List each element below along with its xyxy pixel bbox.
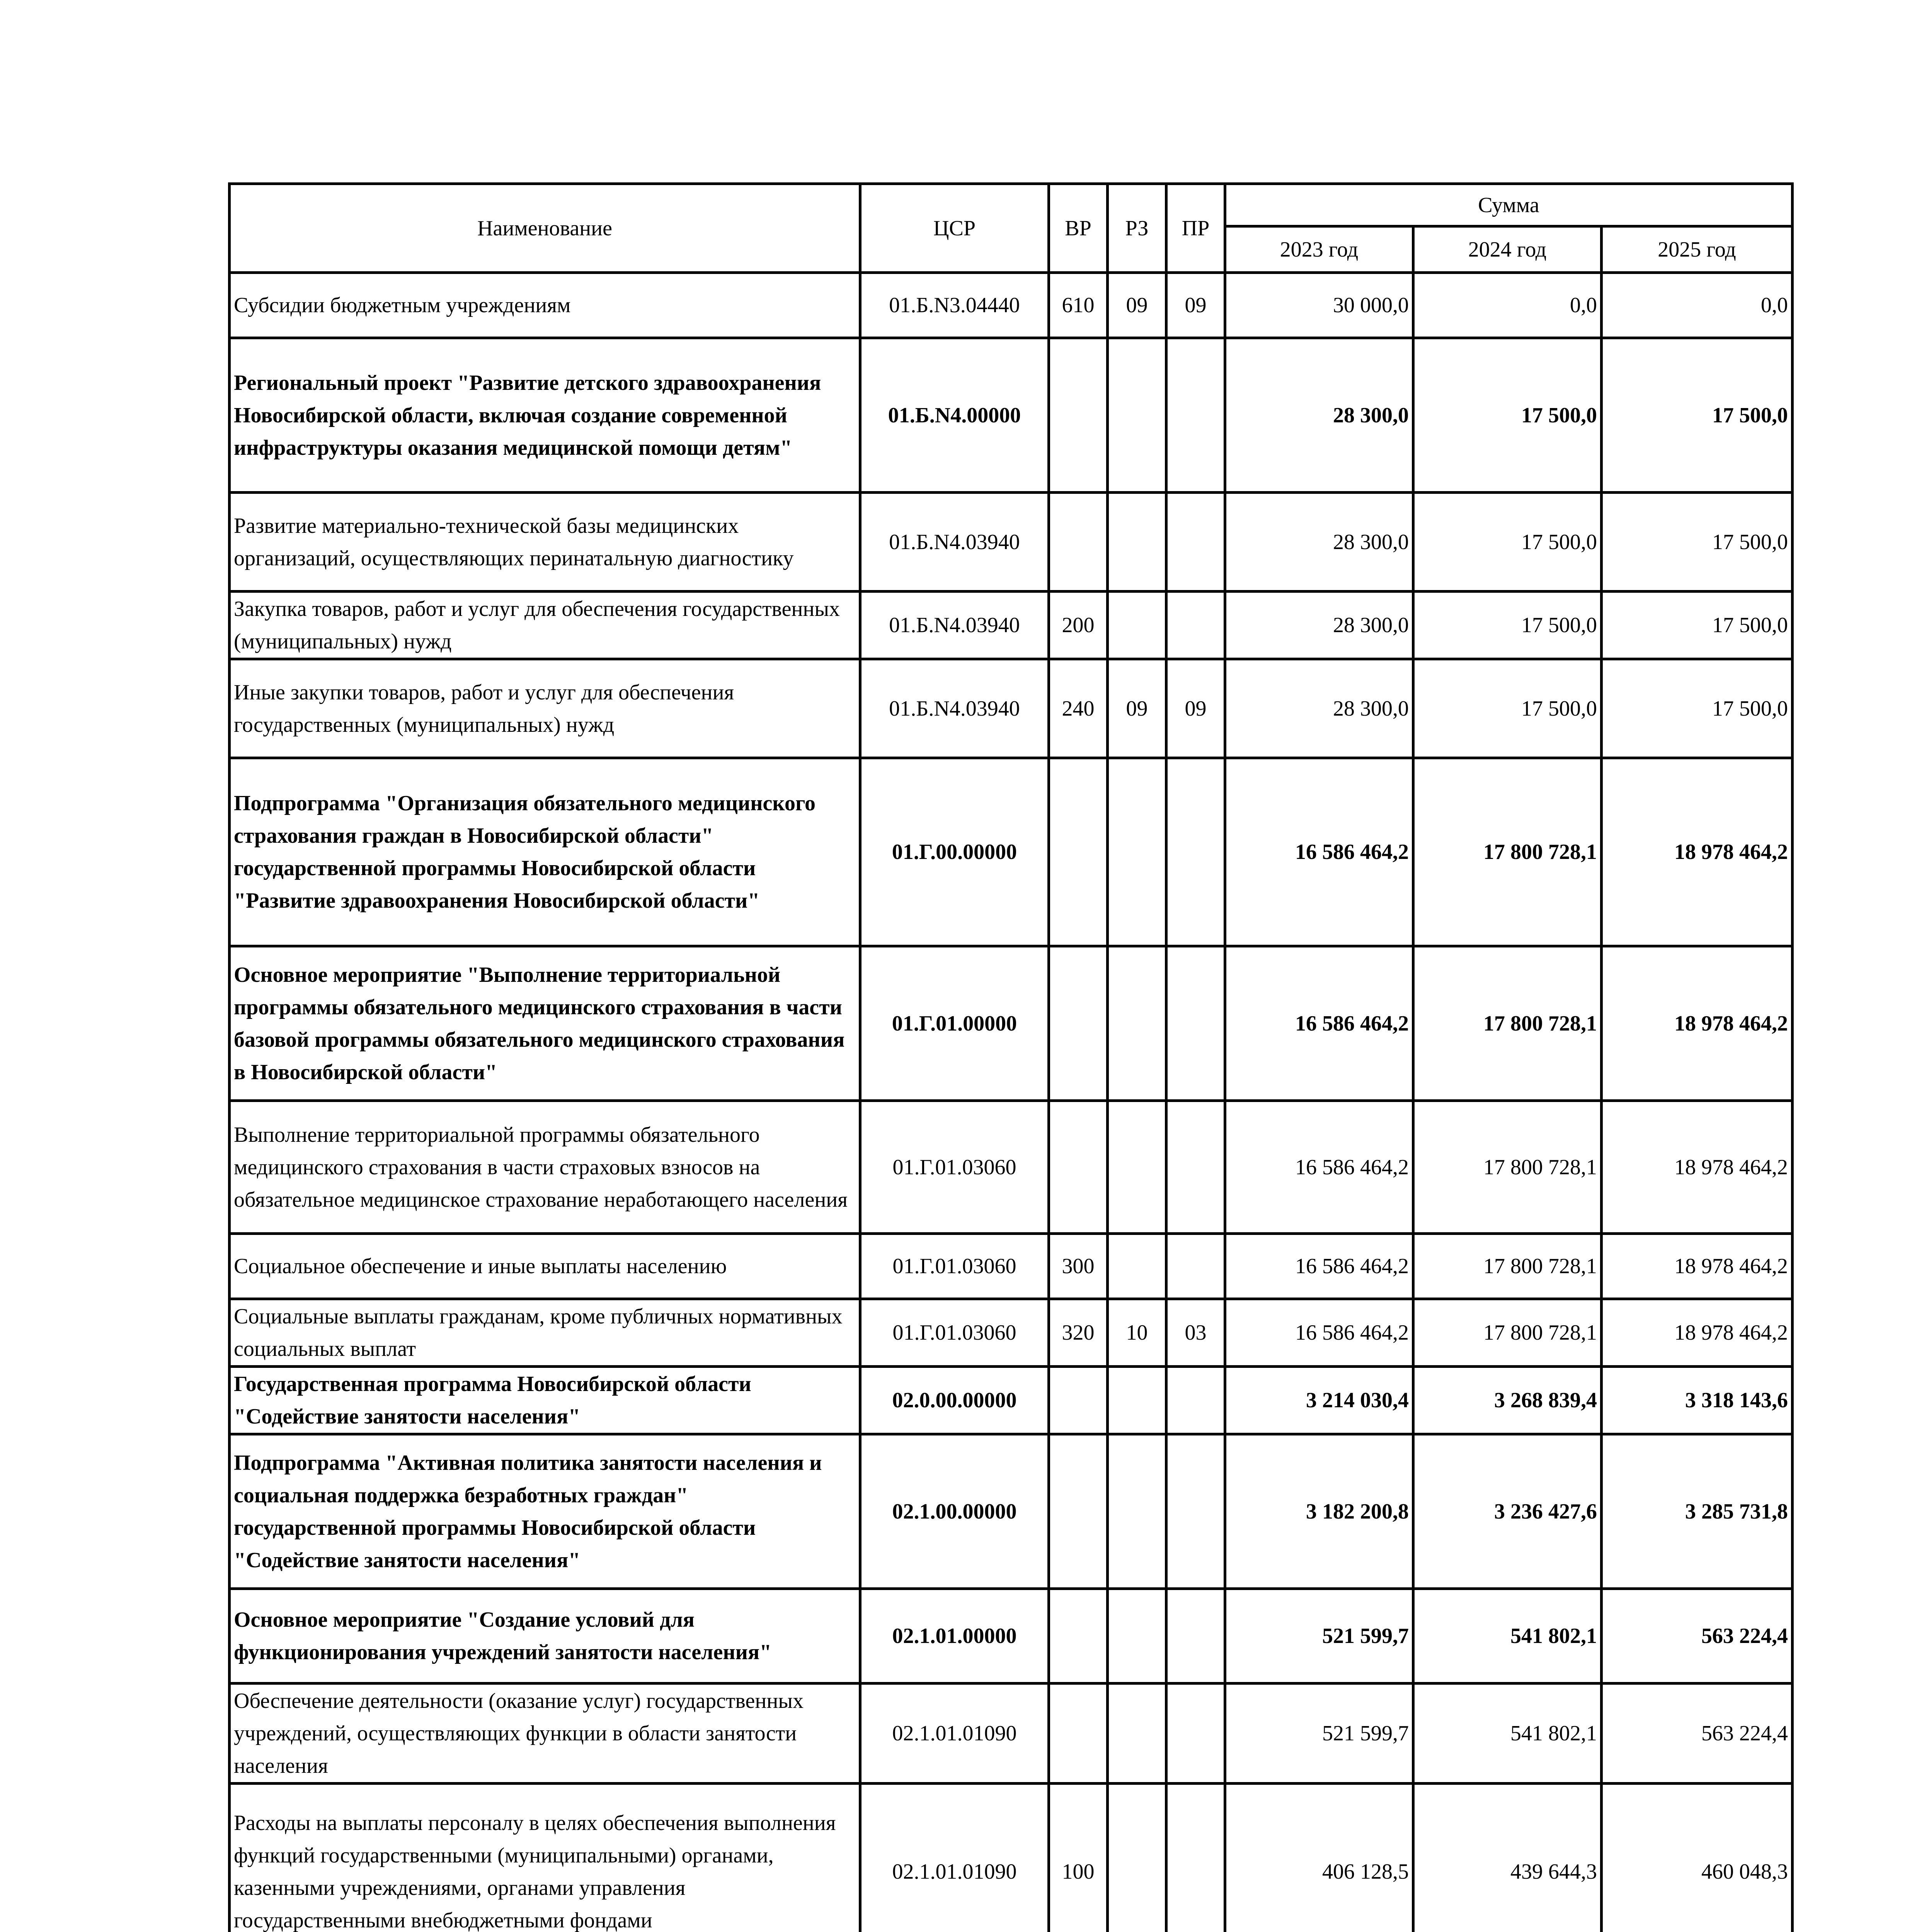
row-rz — [1108, 1684, 1166, 1784]
row-name: Субсидии бюджетным учреждениям — [230, 273, 860, 338]
row-vr: 320 — [1049, 1299, 1108, 1367]
row-vr: 100 — [1049, 1784, 1108, 1932]
row-2023: 28 300,0 — [1225, 493, 1413, 592]
row-2025: 17 500,0 — [1602, 338, 1793, 493]
row-rz: 10 — [1108, 1299, 1166, 1367]
table-row — [230, 1367, 1793, 1434]
row-csr: 02.1.01.01090 — [860, 1684, 1049, 1784]
header-year-2025: 2025 год — [1602, 226, 1793, 273]
row-2025: 17 500,0 — [1602, 659, 1793, 758]
row-2025: 563 224,4 — [1602, 1684, 1793, 1784]
table-row — [230, 273, 1793, 338]
row-2024: 17 800 728,1 — [1413, 1299, 1602, 1367]
row-rz — [1108, 946, 1166, 1101]
row-name: Социальные выплаты гражданам, кроме публичных нормативных социальных выплат — [230, 1299, 860, 1367]
row-pr — [1166, 1234, 1225, 1299]
row-rz — [1108, 1101, 1166, 1234]
row-csr: 01.Б.N3.04440 — [860, 273, 1049, 338]
row-2024: 439 644,3 — [1413, 1784, 1602, 1932]
row-2025: 18 978 464,2 — [1602, 1234, 1793, 1299]
table-row — [230, 659, 1793, 758]
table-row — [230, 1589, 1793, 1684]
header-pr: ПР — [1166, 184, 1225, 273]
row-2025: 17 500,0 — [1602, 592, 1793, 659]
row-pr — [1166, 493, 1225, 592]
row-2024: 17 800 728,1 — [1413, 1101, 1602, 1234]
row-2024: 17 500,0 — [1413, 659, 1602, 758]
row-name: Государственная программа Новосибирской области "Содействие занятости населения" — [230, 1367, 860, 1434]
row-vr — [1049, 338, 1108, 493]
row-2023: 3 214 030,4 — [1225, 1367, 1413, 1434]
row-vr — [1049, 758, 1108, 946]
row-name: Основное мероприятие "Создание условий для функционирования учреждений занятости населения" — [230, 1589, 860, 1684]
row-pr — [1166, 338, 1225, 493]
header-csr: ЦСР — [860, 184, 1049, 273]
row-name: Выполнение территориальной программы обязательного медицинского страхования в части страховых взносов на обязательное медицинское страхование неработающего населения — [230, 1101, 860, 1234]
row-vr — [1049, 946, 1108, 1101]
row-csr: 01.Б.N4.03940 — [860, 493, 1049, 592]
row-2024: 17 800 728,1 — [1413, 758, 1602, 946]
row-name: Социальное обеспечение и иные выплаты населению — [230, 1234, 860, 1299]
row-pr — [1166, 1367, 1225, 1434]
table-row — [230, 758, 1793, 946]
table-row — [230, 1684, 1793, 1784]
row-2024: 17 500,0 — [1413, 592, 1602, 659]
row-pr — [1166, 1684, 1225, 1784]
row-2023: 3 182 200,8 — [1225, 1434, 1413, 1589]
row-2023: 28 300,0 — [1225, 338, 1413, 493]
row-2024: 3 268 839,4 — [1413, 1367, 1602, 1434]
row-name: Региональный проект "Развитие детского здравоохранения Новосибирской области, включая создание современной инфраструктуры оказания медицинской помощи детям" — [230, 338, 860, 493]
row-vr — [1049, 493, 1108, 592]
header-sum: Сумма — [1225, 184, 1793, 226]
row-pr — [1166, 1784, 1225, 1932]
row-vr: 610 — [1049, 273, 1108, 338]
row-2023: 16 586 464,2 — [1225, 1234, 1413, 1299]
row-2025: 3 318 143,6 — [1602, 1367, 1793, 1434]
table-row — [230, 946, 1793, 1101]
row-2025: 17 500,0 — [1602, 493, 1793, 592]
row-vr — [1049, 1367, 1108, 1434]
row-2024: 3 236 427,6 — [1413, 1434, 1602, 1589]
row-vr — [1049, 1101, 1108, 1234]
row-2023: 28 300,0 — [1225, 659, 1413, 758]
row-csr: 01.Г.01.03060 — [860, 1101, 1049, 1234]
row-2024: 541 802,1 — [1413, 1684, 1602, 1784]
row-2023: 16 586 464,2 — [1225, 758, 1413, 946]
row-name: Обеспечение деятельности (оказание услуг) государственных учреждений, осуществляющих функции в области занятости населения — [230, 1684, 860, 1784]
table-row — [230, 1234, 1793, 1299]
row-vr: 200 — [1049, 592, 1108, 659]
row-rz — [1108, 493, 1166, 592]
row-csr: 02.0.00.00000 — [860, 1367, 1049, 1434]
row-2025: 563 224,4 — [1602, 1589, 1793, 1684]
row-rz — [1108, 1434, 1166, 1589]
row-pr — [1166, 946, 1225, 1101]
table-row — [230, 1434, 1793, 1589]
row-pr: 09 — [1166, 273, 1225, 338]
row-pr — [1166, 758, 1225, 946]
row-2024: 17 500,0 — [1413, 338, 1602, 493]
row-name: Расходы на выплаты персоналу в целях обеспечения выполнения функций государственными (муниципальными) органами, казенными учреждениями, органами управления государственными внебюджетными фондами — [230, 1784, 860, 1932]
row-rz — [1108, 1367, 1166, 1434]
row-csr: 01.Б.N4.00000 — [860, 338, 1049, 493]
row-rz — [1108, 1234, 1166, 1299]
row-pr: 03 — [1166, 1299, 1225, 1367]
row-name: Иные закупки товаров, работ и услуг для обеспечения государственных (муниципальных) нужд — [230, 659, 860, 758]
header-year-2024: 2024 год — [1413, 226, 1602, 273]
row-csr: 01.Г.01.03060 — [860, 1234, 1049, 1299]
row-csr: 01.Б.N4.03940 — [860, 592, 1049, 659]
row-csr: 01.Г.01.03060 — [860, 1299, 1049, 1367]
row-2023: 16 586 464,2 — [1225, 946, 1413, 1101]
row-2025: 3 285 731,8 — [1602, 1434, 1793, 1589]
row-2025: 460 048,3 — [1602, 1784, 1793, 1932]
row-csr: 02.1.01.00000 — [860, 1589, 1049, 1684]
row-pr — [1166, 1101, 1225, 1234]
row-rz — [1108, 1784, 1166, 1932]
row-rz — [1108, 592, 1166, 659]
row-vr — [1049, 1589, 1108, 1684]
row-pr — [1166, 592, 1225, 659]
budget-table — [228, 182, 1794, 1932]
row-2023: 30 000,0 — [1225, 273, 1413, 338]
row-rz — [1108, 338, 1166, 493]
row-pr: 09 — [1166, 659, 1225, 758]
row-name: Развитие материально-технической базы медицинских организаций, осуществляющих перинатальную диагностику — [230, 493, 860, 592]
header-name: Наименование — [230, 184, 860, 273]
row-csr: 01.Г.01.00000 — [860, 946, 1049, 1101]
table-row — [230, 1101, 1793, 1234]
row-pr — [1166, 1589, 1225, 1684]
row-vr: 300 — [1049, 1234, 1108, 1299]
row-csr: 02.1.00.00000 — [860, 1434, 1049, 1589]
row-name: Подпрограмма "Активная политика занятости населения и социальная поддержка безработных граждан" государственной программы Новосибирской области "Содействие занятости населения" — [230, 1434, 860, 1589]
row-2025: 18 978 464,2 — [1602, 758, 1793, 946]
row-2025: 18 978 464,2 — [1602, 946, 1793, 1101]
row-vr: 240 — [1049, 659, 1108, 758]
row-2024: 17 500,0 — [1413, 493, 1602, 592]
header-vr: ВР — [1049, 184, 1108, 273]
row-2023: 521 599,7 — [1225, 1684, 1413, 1784]
row-2025: 18 978 464,2 — [1602, 1299, 1793, 1367]
row-name: Подпрограмма "Организация обязательного медицинского страхования граждан в Новосибирской области" государственной программы Новосибирской области "Развитие здравоохранения Новосибирской области" — [230, 758, 860, 946]
header-year-2023: 2023 год — [1225, 226, 1413, 273]
row-2023: 521 599,7 — [1225, 1589, 1413, 1684]
row-vr — [1049, 1684, 1108, 1784]
row-2024: 17 800 728,1 — [1413, 946, 1602, 1101]
row-2023: 406 128,5 — [1225, 1784, 1413, 1932]
row-rz: 09 — [1108, 273, 1166, 338]
row-csr: 01.Г.00.00000 — [860, 758, 1049, 946]
row-2024: 0,0 — [1413, 273, 1602, 338]
row-csr: 02.1.01.01090 — [860, 1784, 1049, 1932]
row-rz — [1108, 1589, 1166, 1684]
row-2023: 16 586 464,2 — [1225, 1299, 1413, 1367]
table-row — [230, 592, 1793, 659]
row-2024: 541 802,1 — [1413, 1589, 1602, 1684]
row-name: Закупка товаров, работ и услуг для обеспечения государственных (муниципальных) нужд — [230, 592, 860, 659]
row-rz — [1108, 758, 1166, 946]
table-row — [230, 1299, 1793, 1367]
table-row — [230, 338, 1793, 493]
row-pr — [1166, 1434, 1225, 1589]
row-2023: 16 586 464,2 — [1225, 1101, 1413, 1234]
table-row — [230, 1784, 1793, 1932]
header-rz: РЗ — [1108, 184, 1166, 273]
row-2025: 18 978 464,2 — [1602, 1101, 1793, 1234]
row-rz: 09 — [1108, 659, 1166, 758]
row-csr: 01.Б.N4.03940 — [860, 659, 1049, 758]
row-2025: 0,0 — [1602, 273, 1793, 338]
row-2023: 28 300,0 — [1225, 592, 1413, 659]
row-vr — [1049, 1434, 1108, 1589]
row-2024: 17 800 728,1 — [1413, 1234, 1602, 1299]
table-row — [230, 493, 1793, 592]
row-name: Основное мероприятие "Выполнение территориальной программы обязательного медицинского страхования в части базовой программы обязательного медицинского страхования в Новосибирской области" — [230, 946, 860, 1101]
